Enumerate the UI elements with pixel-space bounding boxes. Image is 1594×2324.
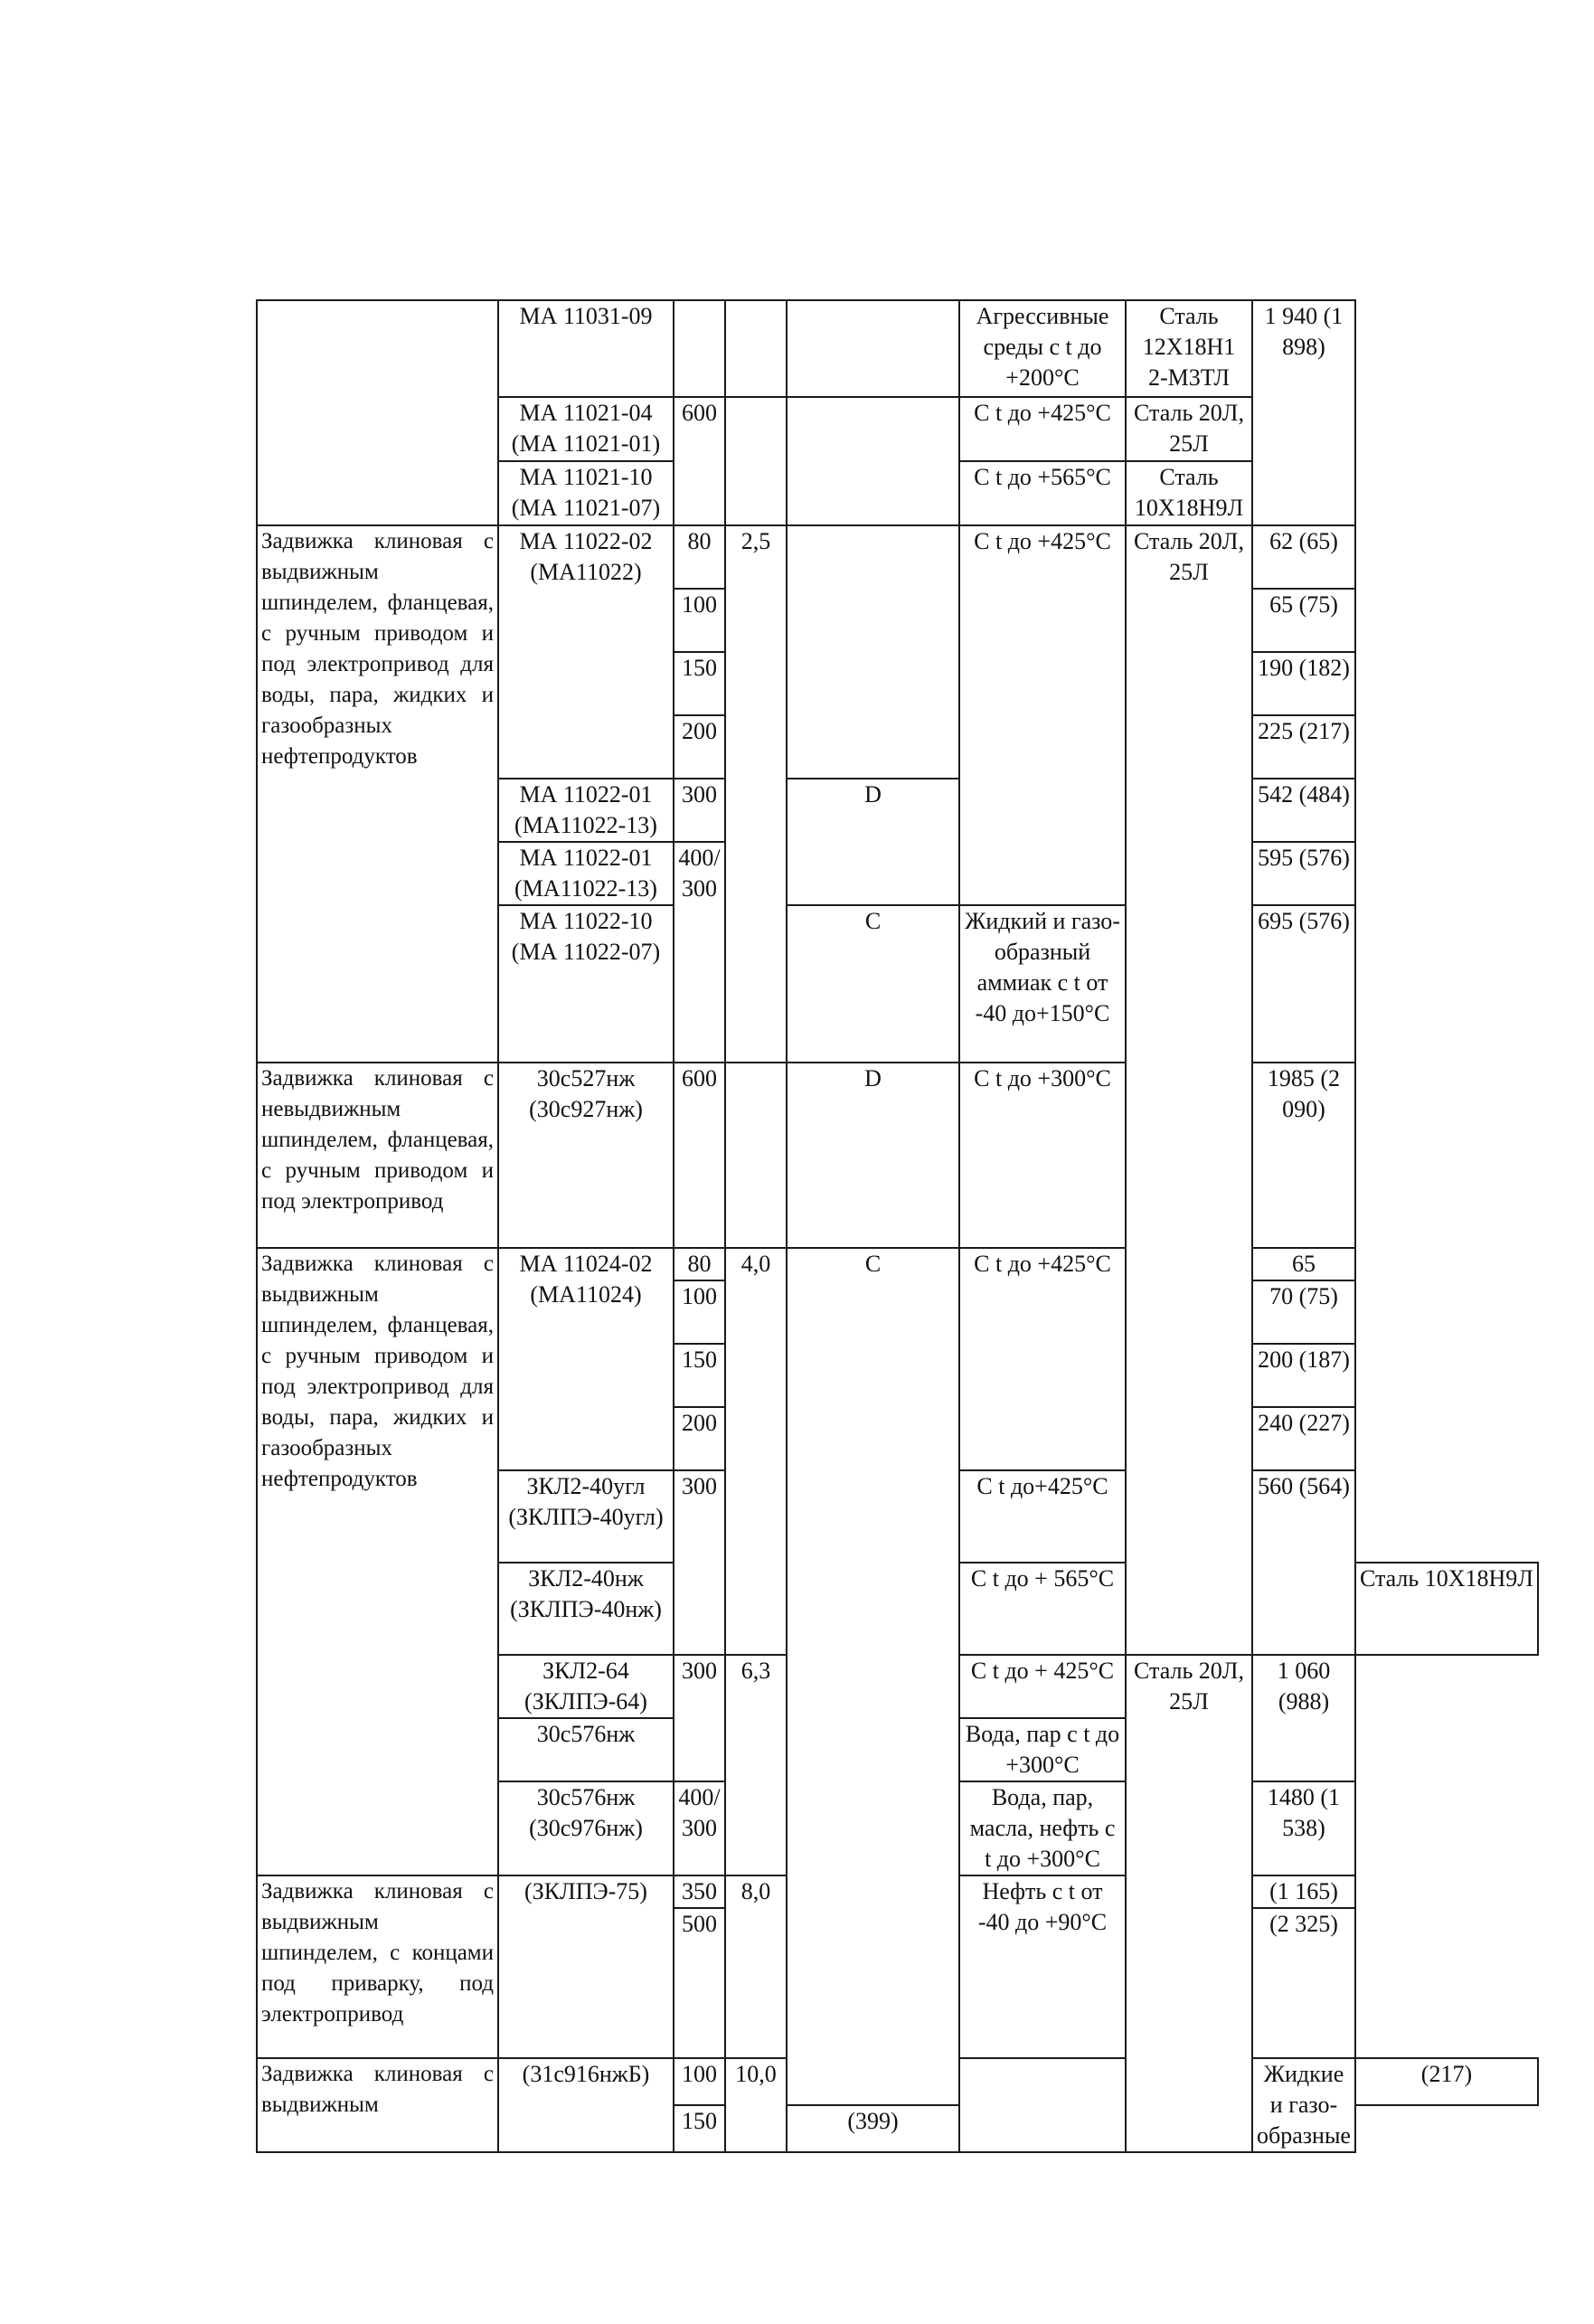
valve-name-cell: Задвижка клиновая с невыдвижным шпинделем, фланцевая, с ручным приводом и под электропривод	[257, 1063, 498, 1248]
medium-cell: Агрессивные среды с t до +200°С	[959, 300, 1126, 397]
valve-name-cell: Задвижка клиновая с выдвижным шпинделем, фланцевая, с ручным приводом и под электропривод для воды, пара, жидких и газообразных нефтепродуктов	[257, 1248, 498, 1875]
medium-cell: С t до + 425°С	[959, 1655, 1126, 1718]
name-cell-empty	[257, 300, 498, 525]
model-cell: (ЗКЛПЭ-75)	[498, 1875, 674, 2058]
model-cell: (31с916нжБ)	[498, 2058, 674, 2152]
medium-cell: С t до +425°С	[959, 1248, 1126, 1470]
pn-cell: 8,0	[725, 1875, 787, 2058]
dn-cell: 300	[674, 1655, 725, 1781]
dn-cell: 300	[674, 1470, 725, 1655]
mass-cell: 225 (217)	[1252, 715, 1355, 779]
dn-cell: 300	[674, 779, 725, 842]
mass-cell: 65	[1252, 1248, 1355, 1280]
material-cell: Сталь 10Х18Н9Л	[1126, 461, 1252, 525]
mass-cell: 695 (576)	[1252, 905, 1355, 1063]
class-cell: С	[787, 1248, 959, 2105]
mass-cell: 1 940 (1 898)	[1252, 300, 1355, 525]
pn-cell	[725, 1063, 787, 1248]
medium-cell: С t до + 565°С	[959, 1563, 1126, 1655]
model-cell: МА 11022-02 (МА11022)	[498, 525, 674, 779]
mass-cell: (217)	[1355, 2058, 1538, 2105]
mass-cell: 70 (75)	[1252, 1280, 1355, 1344]
pn-cell: 4,0	[725, 1248, 787, 1655]
dn-cell: 100	[674, 589, 725, 652]
valve-name-cell: Задвижка клиновая с выдвижным шпинделем, фланцевая, с ручным приводом и под электропривод для воды, пара, жидких и газообразных нефтепродуктов	[257, 525, 498, 1063]
model-cell: МА 11031-09	[498, 300, 674, 397]
class-cell	[959, 2058, 1126, 2152]
model-cell: 30с576нж (30с976нж)	[498, 1781, 674, 1875]
mass-cell: 1 060 (988)	[1252, 1655, 1355, 1781]
pn-cell: 10,0	[725, 2058, 787, 2152]
dn-cell: 80	[674, 1248, 725, 1280]
mass-cell: 560 (564)	[1252, 1470, 1355, 1655]
mass-cell: (2 325)	[1252, 1908, 1355, 2058]
dn-cell: 100	[674, 1280, 725, 1344]
medium-cell: С t до +565°С	[959, 461, 1126, 525]
medium-cell: С t до+425°С	[959, 1470, 1126, 1563]
class-cell: С	[787, 905, 959, 1063]
pn-cell	[725, 397, 787, 525]
medium-cell: Жидкие и газо-образные	[1252, 2058, 1355, 2152]
medium-cell: Нефть с t от -40 до +90°С	[959, 1875, 1126, 2058]
mass-cell: 542 (484)	[1252, 779, 1355, 842]
dn-cell: 500	[674, 1908, 725, 2058]
mass-cell: 1985 (2 090)	[1252, 1063, 1355, 1248]
mass-cell: 240 (227)	[1252, 1407, 1355, 1470]
model-cell: ЗКЛ2-64 (ЗКЛПЭ-64)	[498, 1655, 674, 1718]
model-cell: МА 11021-04 (МА 11021-01)	[498, 397, 674, 461]
mass-cell: 200 (187)	[1252, 1344, 1355, 1407]
material-cell: Сталь 12Х18Н1 2-М3ТЛ	[1126, 300, 1252, 397]
dn-cell: 600	[674, 1063, 725, 1248]
dn-cell: 350	[674, 1875, 725, 1908]
mass-cell: 595 (576)	[1252, 842, 1355, 905]
medium-cell: Вода, пар с t до +300°С	[959, 1718, 1126, 1781]
medium-cell: Жидкий и газо-образный аммиак с t от -40 до+150°С	[959, 905, 1126, 1063]
mass-cell: 62 (65)	[1252, 525, 1355, 589]
dn-cell: 400/ 300	[674, 1781, 725, 1875]
dn-cell: 150	[674, 2105, 725, 2152]
mass-cell: 65 (75)	[1252, 589, 1355, 652]
model-cell: ЗКЛ2-40угл (ЗКЛПЭ-40угл)	[498, 1470, 674, 1563]
model-cell: МА 11022-01 (МА11022-13)	[498, 842, 674, 905]
class-cell: D	[787, 1063, 959, 1248]
valve-name-cell: Задвижка клиновая с выдвижным	[257, 2058, 498, 2152]
dn-cell: 200	[674, 1407, 725, 1470]
class-cell	[787, 525, 959, 779]
medium-cell: С t до +425°С	[959, 397, 1126, 461]
mass-cell: 1480 (1 538)	[1252, 1781, 1355, 1875]
model-cell: 30с527нж (30с927нж)	[498, 1063, 674, 1248]
dn-cell: 80	[674, 525, 725, 589]
valve-spec-table	[256, 299, 1539, 2153]
material-cell: Сталь 20Л, 25Л	[1126, 397, 1252, 461]
pn-cell	[725, 300, 787, 397]
pn-cell: 6,3	[725, 1655, 787, 1875]
dn-cell: 150	[674, 652, 725, 715]
pn-cell: 2,5	[725, 525, 787, 1063]
medium-cell: Вода, пар, масла, нефть с t до +300°С	[959, 1781, 1126, 1875]
class-cell	[787, 397, 959, 525]
material-cell: Сталь 20Л, 25Л	[1126, 1655, 1252, 2152]
model-cell: 30с576нж	[498, 1718, 674, 1781]
mass-cell: (399)	[787, 2105, 959, 2152]
dn-cell: 200	[674, 715, 725, 779]
mass-cell: (1 165)	[1252, 1875, 1355, 1908]
model-cell: МА 11024-02 (МА11024)	[498, 1248, 674, 1470]
material-cell: Сталь 10Х18Н9Л	[1355, 1563, 1538, 1655]
dn-cell	[674, 300, 725, 397]
model-cell: МА 11022-01 (МА11022-13)	[498, 779, 674, 842]
valve-name-cell: Задвижка клиновая с выдвижным шпинделем, с концами под приварку, под электропривод	[257, 1875, 498, 2058]
dn-cell: 400/ 300	[674, 842, 725, 1063]
class-cell	[787, 300, 959, 397]
model-cell: ЗКЛ2-40нж (ЗКЛПЭ-40нж)	[498, 1563, 674, 1655]
mass-cell: 190 (182)	[1252, 652, 1355, 715]
dn-cell: 100	[674, 2058, 725, 2105]
material-cell: Сталь 20Л, 25Л	[1126, 525, 1252, 1655]
class-cell: D	[787, 779, 959, 905]
model-cell: МА 11022-10 (МА 11022-07)	[498, 905, 674, 1063]
dn-cell: 600	[674, 397, 725, 525]
model-cell: МА 11021-10 (МА 11021-07)	[498, 461, 674, 525]
dn-cell: 150	[674, 1344, 725, 1407]
medium-cell: С t до +425°С	[959, 525, 1126, 905]
medium-cell: С t до +300°С	[959, 1063, 1126, 1248]
